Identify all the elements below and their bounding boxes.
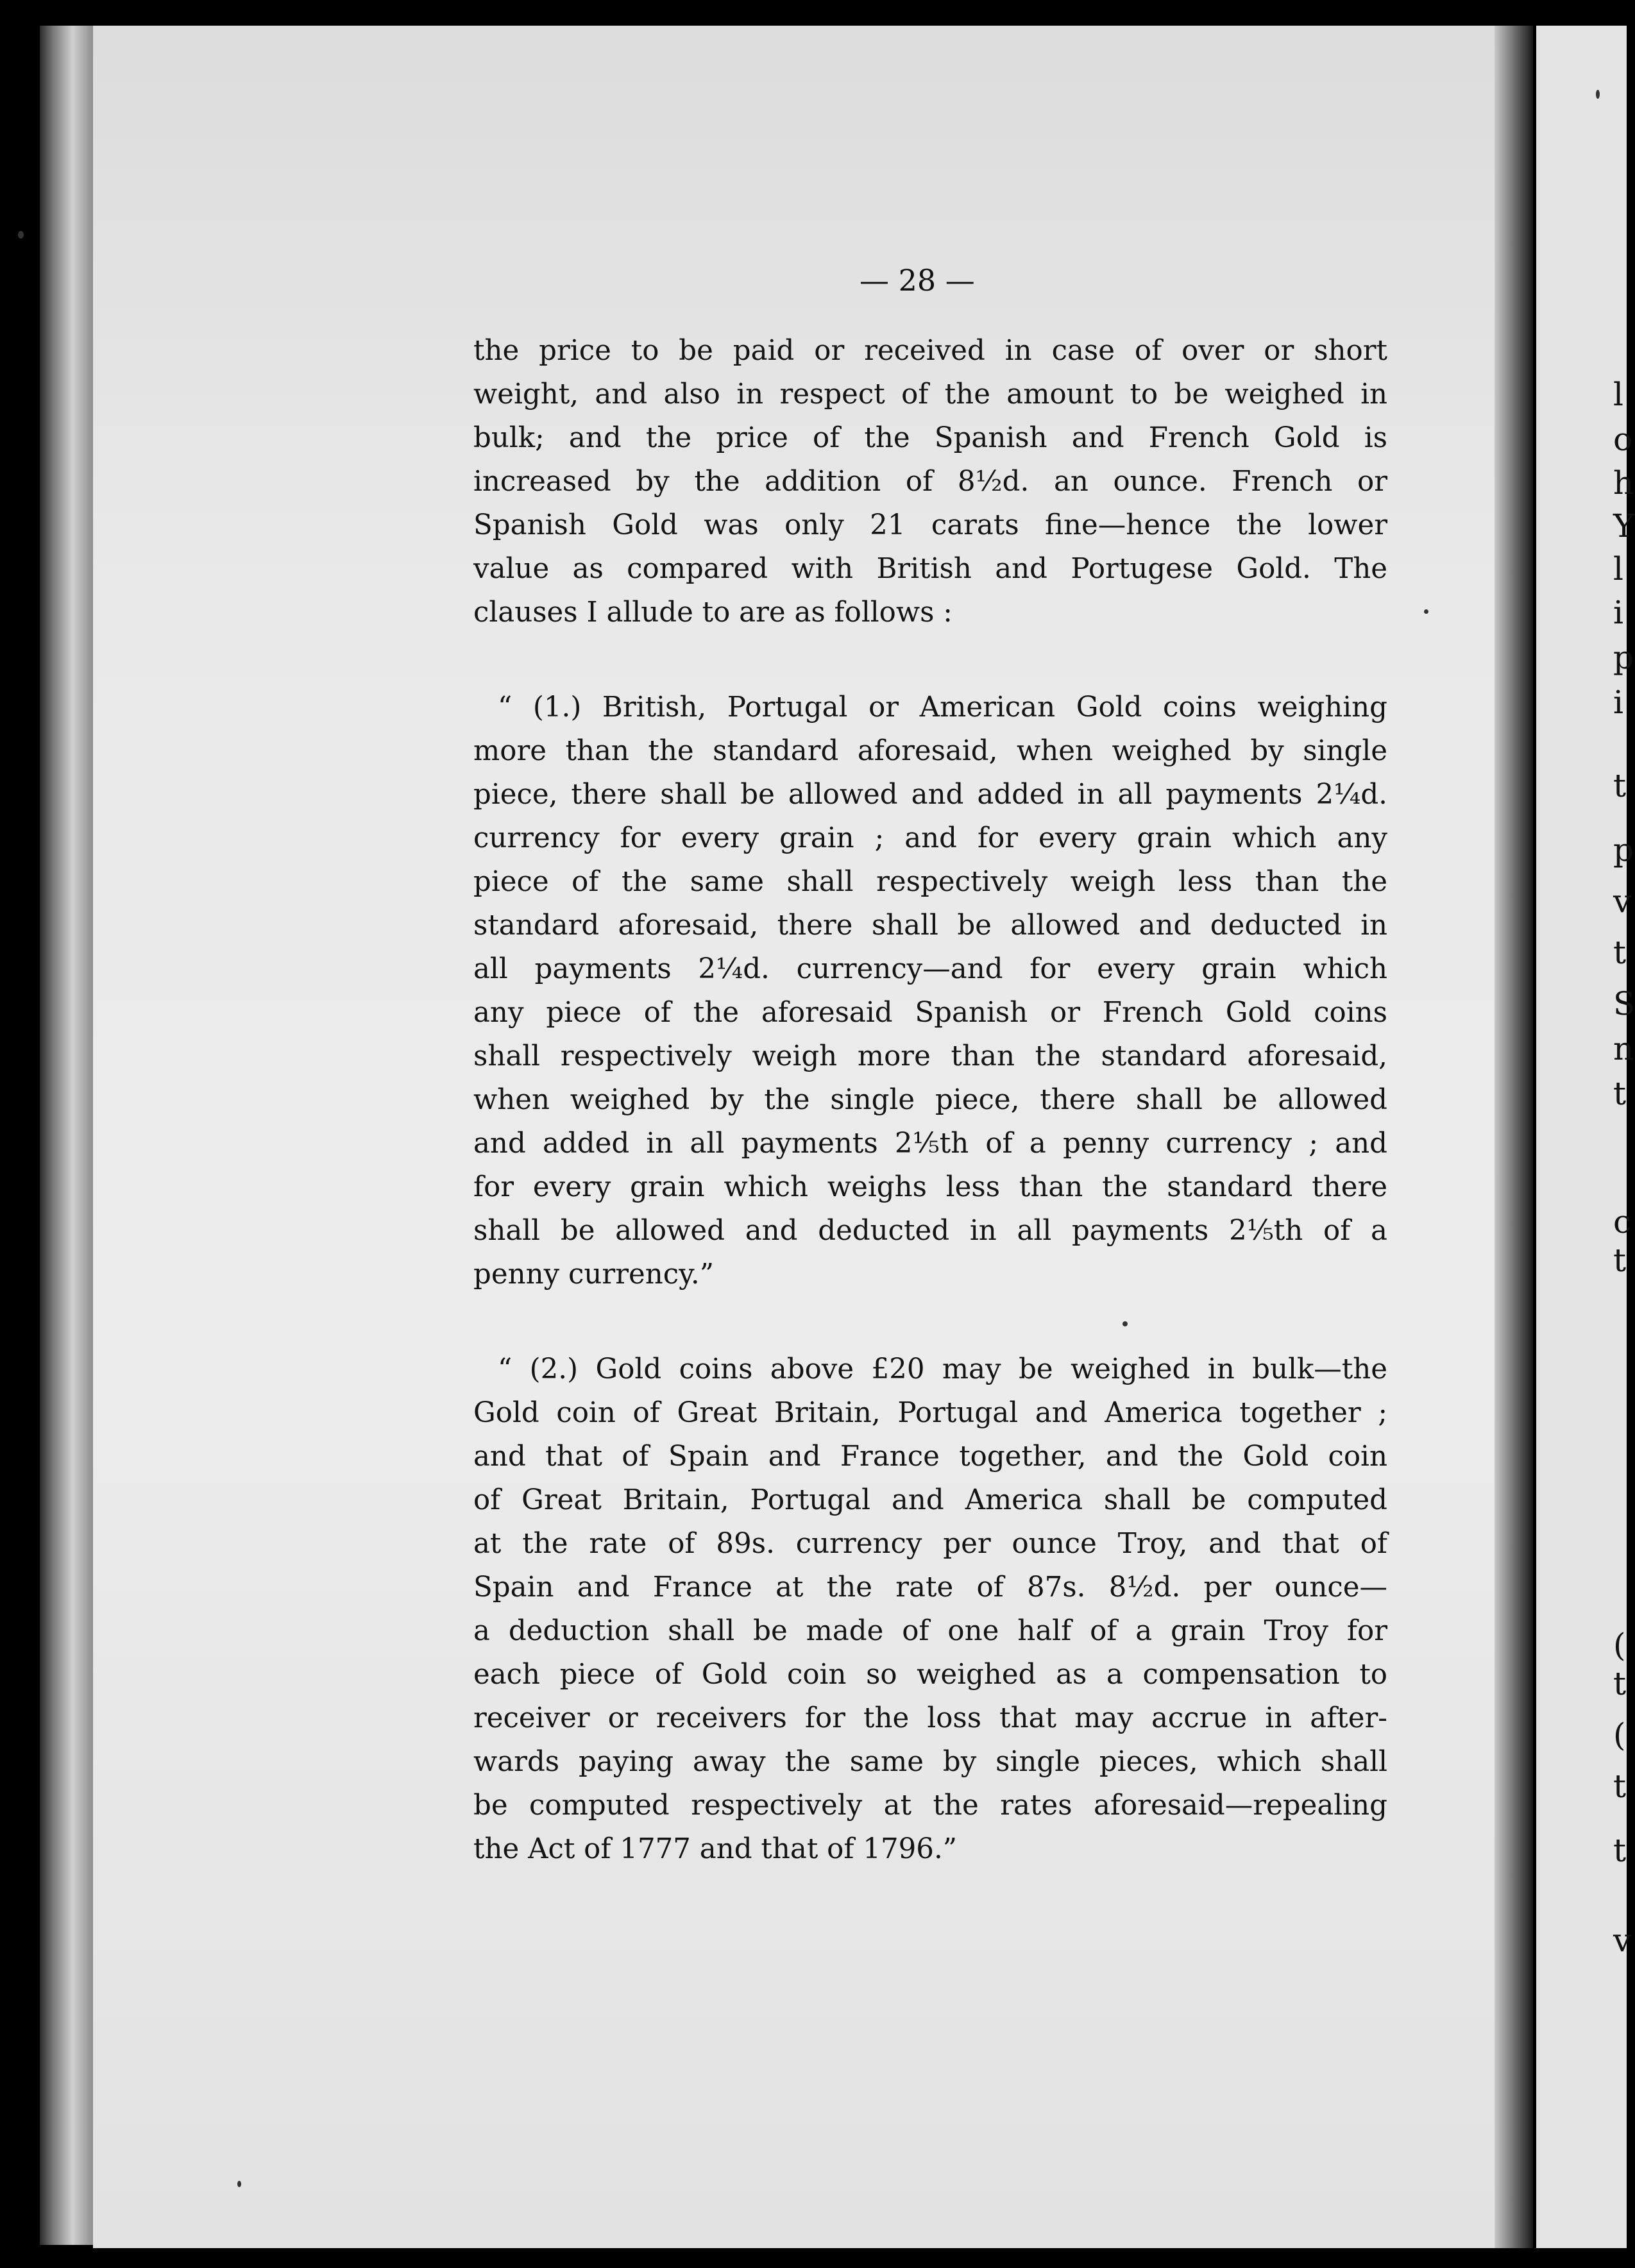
text-line: and added in all payments 2⅕th of a penny currency ; and bbox=[473, 1128, 1387, 1160]
facing-page-letter: t bbox=[1613, 1075, 1627, 1112]
text-line: wards paying away the same by single pieces, which shall bbox=[473, 1746, 1387, 1778]
text-line: the price to be paid or received in case of over or short bbox=[473, 335, 1387, 367]
text-line: Spain and France at the rate of 87s. 8½d. per ounce— bbox=[473, 1571, 1387, 1604]
text-line: when weighed by the single piece, there shall be allowed bbox=[473, 1084, 1387, 1116]
text-line: all payments 2¼d. currency—and for every grain which bbox=[473, 953, 1387, 985]
facing-page-letter: ( bbox=[1613, 1716, 1626, 1754]
paragraph-clause-1 bbox=[473, 686, 1387, 1296]
scan-speck bbox=[1596, 90, 1600, 99]
page-number: — 28 — bbox=[860, 263, 975, 298]
text-line: Gold coin of Great Britain, Portugal and America together ; bbox=[473, 1397, 1387, 1429]
text-line: “ (1.) British, Portugal or American Gold coins weighing bbox=[498, 691, 1387, 724]
facing-page-letter: n bbox=[1613, 1030, 1634, 1067]
text-line: of Great Britain, Portugal and America shall be computed bbox=[473, 1484, 1387, 1516]
text-line: penny currency.” bbox=[473, 1258, 714, 1291]
text-line: at the rate of 89s. currency per ounce Troy, and that of bbox=[473, 1528, 1387, 1560]
facing-page-letter: v bbox=[1613, 1922, 1632, 1959]
text-line: for every grain which weighs less than the standard there bbox=[473, 1171, 1387, 1203]
facing-page-letter: t bbox=[1613, 1665, 1627, 1702]
text-line: standard aforesaid, there shall be allowed and deducted in bbox=[473, 910, 1387, 942]
scan-speck bbox=[1122, 1321, 1128, 1326]
text-line: the Act of 1777 and that of 1796.” bbox=[473, 1833, 958, 1865]
facing-page-letter: t bbox=[1613, 1832, 1627, 1869]
facing-page-letter: t bbox=[1613, 767, 1627, 804]
facing-page-letter: l bbox=[1613, 376, 1623, 413]
text-line: currency for every grain ; and for every grain which any bbox=[473, 822, 1387, 854]
facing-page-letter: t bbox=[1613, 934, 1627, 971]
facing-page-letter: t bbox=[1613, 1242, 1627, 1279]
text-line: weight, and also in respect of the amount to be weighed in bbox=[473, 378, 1387, 410]
scan-speck bbox=[1424, 609, 1428, 614]
text-line: be computed respectively at the rates aforesaid—repealing bbox=[473, 1790, 1387, 1822]
text-line: Spanish Gold was only 21 carats fine—hence the lower bbox=[473, 509, 1387, 541]
text-line: clauses I allude to are as follows : bbox=[473, 597, 953, 629]
text-line: shall be allowed and deducted in all payments 2⅕th of a bbox=[473, 1215, 1387, 1247]
text-line: more than the standard aforesaid, when weighed by single bbox=[473, 735, 1387, 767]
text-line: each piece of Gold coin so weighed as a compensation to bbox=[473, 1659, 1387, 1691]
scan-speck bbox=[18, 231, 24, 239]
text-line: shall respectively weigh more than the standard aforesaid, bbox=[473, 1040, 1387, 1072]
facing-page-letter: ( bbox=[1613, 1627, 1626, 1664]
scan-speck bbox=[237, 2181, 241, 2187]
text-line: “ (2.) Gold coins above £20 may be weighed in bulk—the bbox=[498, 1353, 1387, 1385]
facing-page-letter: S bbox=[1613, 985, 1635, 1022]
gutter-shadow bbox=[1495, 26, 1533, 2248]
facing-page-letter: p bbox=[1613, 831, 1634, 868]
facing-page-letter: t bbox=[1613, 1768, 1627, 1805]
facing-page-letter: h bbox=[1613, 464, 1634, 502]
text-line: any piece of the aforesaid Spanish or French Gold coins bbox=[473, 997, 1387, 1029]
facing-page-edge bbox=[1536, 26, 1627, 2248]
text-line: piece, there shall be allowed and added in all payments 2¼d. bbox=[473, 779, 1387, 811]
facing-page-letter: Y bbox=[1613, 507, 1635, 545]
text-line: increased by the addition of 8½d. an ounce. French or bbox=[473, 466, 1387, 498]
body-text bbox=[473, 329, 1387, 1871]
book-spine-edge bbox=[40, 26, 94, 2245]
paragraph-intro bbox=[473, 329, 1387, 634]
facing-page-letter: i bbox=[1613, 684, 1623, 721]
facing-page-letter: l bbox=[1613, 550, 1623, 588]
text-line: piece of the same shall respectively weigh less than the bbox=[473, 866, 1387, 898]
facing-page-letter: v bbox=[1613, 883, 1632, 920]
facing-page-letter: o bbox=[1613, 421, 1633, 458]
facing-page-letter: p bbox=[1613, 639, 1634, 676]
facing-page-letter: c bbox=[1613, 1203, 1632, 1240]
text-line: a deduction shall be made of one half of a grain Troy for bbox=[473, 1615, 1387, 1647]
facing-page-letter: i bbox=[1613, 594, 1623, 631]
paragraph-clause-2 bbox=[473, 1348, 1387, 1871]
text-line: and that of Spain and France together, and the Gold coin bbox=[473, 1441, 1387, 1473]
text-line: receiver or receivers for the loss that may accrue in after- bbox=[473, 1702, 1387, 1734]
text-line: value as compared with British and Portugese Gold. The bbox=[473, 553, 1387, 585]
text-line: bulk; and the price of the Spanish and French Gold is bbox=[473, 422, 1387, 454]
